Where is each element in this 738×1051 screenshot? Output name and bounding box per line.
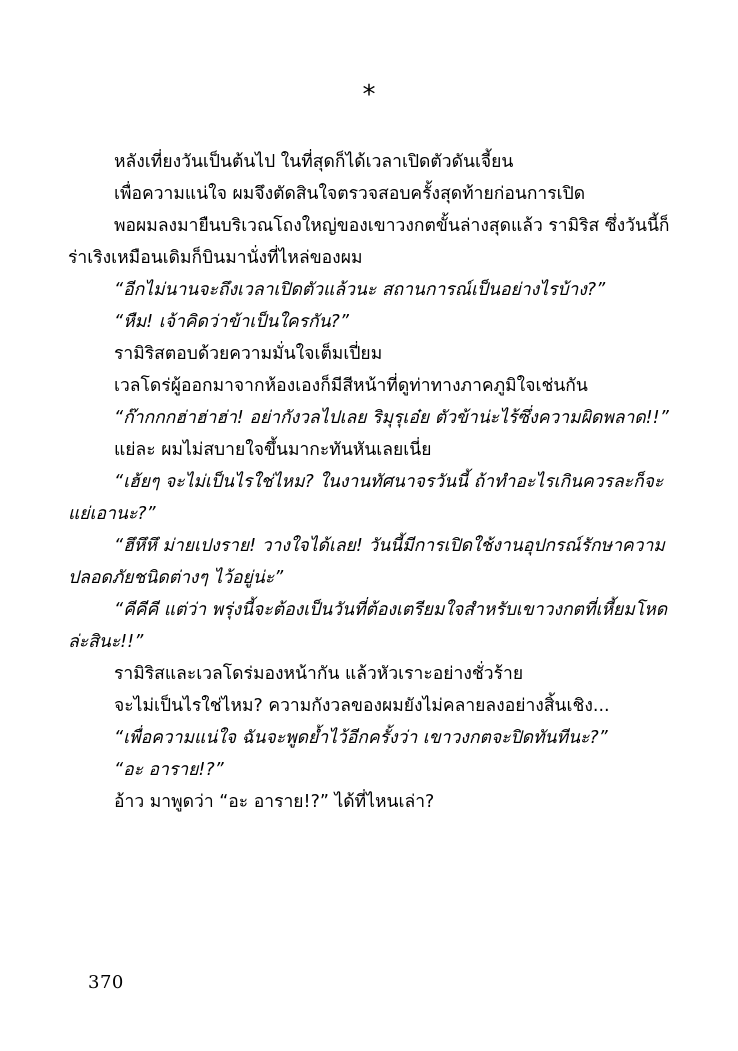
paragraph-text: “เฮ้ยๆ จะไม่เป็นไรใช่ไหม? ในงานทัศนาจรวันนี้ ถ้าทำอะไรเกินควรละก็จะแย่เอานะ?” [68, 472, 664, 524]
paragraph-text: “เพื่อความแน่ใจ ฉันจะพูดย้ำไว้อีกครั้งว่า เขาวงกตจะปิดทันทีนะ?” [114, 728, 608, 748]
paragraph-dialogue [68, 754, 670, 786]
paragraph [68, 434, 670, 466]
page-number: 370 [88, 972, 124, 993]
paragraph [68, 178, 670, 210]
paragraph-text: “คีคีคี แต่ว่า พรุ่งนี้จะต้องเป็นวันที่ต้องเตรียมใจสำหรับเขาวงกตที่เหี้ยมโหดล่ะสินะ!!” [68, 600, 668, 652]
paragraph-text: รามิริสตอบด้วยความมั่นใจเต็มเปี่ยม [114, 344, 383, 364]
paragraph-text: “ฮึหึหึ ม่ายเปงราย! วางใจได้เลย! วันนี้มีการเปิดใช้งานอุปกรณ์รักษาความปลอดภัยชนิดต่างๆ ไว้อยู่น่ะ” [68, 536, 665, 588]
paragraph-text: เพื่อความแน่ใจ ผมจึงตัดสินใจตรวจสอบครั้งสุดท้ายก่อนการเปิด [114, 184, 586, 204]
paragraph [68, 210, 670, 274]
paragraph-text: “หืม! เจ้าคิดว่าข้าเป็นใครกัน?” [114, 312, 349, 332]
paragraph-text: จะไม่เป็นไรใช่ไหม? ความกังวลของผมยังไม่คลายลงอย่างสิ้นเชิง... [114, 696, 610, 716]
scene-break-marker: * [362, 80, 376, 110]
paragraph-text: “อะ อาราย!?” [114, 760, 224, 780]
paragraph-text: “อีกไม่นานจะถึงเวลาเปิดตัวแล้วนะ สถานการณ์เป็นอย่างไรบ้าง?” [114, 280, 606, 300]
paragraph-text: หลังเที่ยงวันเป็นต้นไป ในที่สุดก็ได้เวลาเปิดตัวดันเจี้ยน [114, 152, 514, 172]
paragraph-text: เวลโดร่ผู้ออกมาจากห้องเองก็มีสีหน้าที่ดูท่าทางภาคภูมิใจเช่นกัน [114, 376, 588, 396]
paragraph [68, 146, 670, 178]
body-text [68, 146, 670, 818]
paragraph-dialogue [68, 274, 670, 306]
paragraph-text: อ้าว มาพูดว่า “อะ อาราย!?” ได้ที่ไหนเล่า? [114, 792, 435, 812]
paragraph-dialogue [68, 402, 670, 434]
paragraph-text: แย่ละ ผมไม่สบายใจขึ้นมากะทันหันเลยเนี่ย [114, 440, 432, 460]
paragraph [68, 338, 670, 370]
paragraph-dialogue [68, 466, 670, 530]
paragraph-text: พอผมลงมายืนบริเวณโถงใหญ่ของเขาวงกตขั้นล่างสุดแล้ว รามิริส ซึ่งวันนี้ก็ร่าเริงเหมือนเดิมก็บินมานั่งที่ไหล่ของผม [68, 216, 670, 268]
paragraph [68, 658, 670, 690]
paragraph-dialogue [68, 530, 670, 594]
paragraph-dialogue [68, 306, 670, 338]
paragraph [68, 690, 670, 722]
paragraph-dialogue [68, 594, 670, 658]
paragraph-text: “ก๊ากกกฮ่าฮ่าฮ่า! อย่ากังวลไปเลย ริมุรุเอ๋ย ตัวข้าน่ะไร้ซึ่งความผิดพลาด!!” [114, 408, 669, 428]
paragraph [68, 370, 670, 402]
paragraph-dialogue [68, 722, 670, 754]
paragraph-text: รามิริสและเวลโดร่มองหน้ากัน แล้วหัวเราะอย่างชั่วร้าย [114, 664, 524, 684]
paragraph [68, 786, 670, 818]
